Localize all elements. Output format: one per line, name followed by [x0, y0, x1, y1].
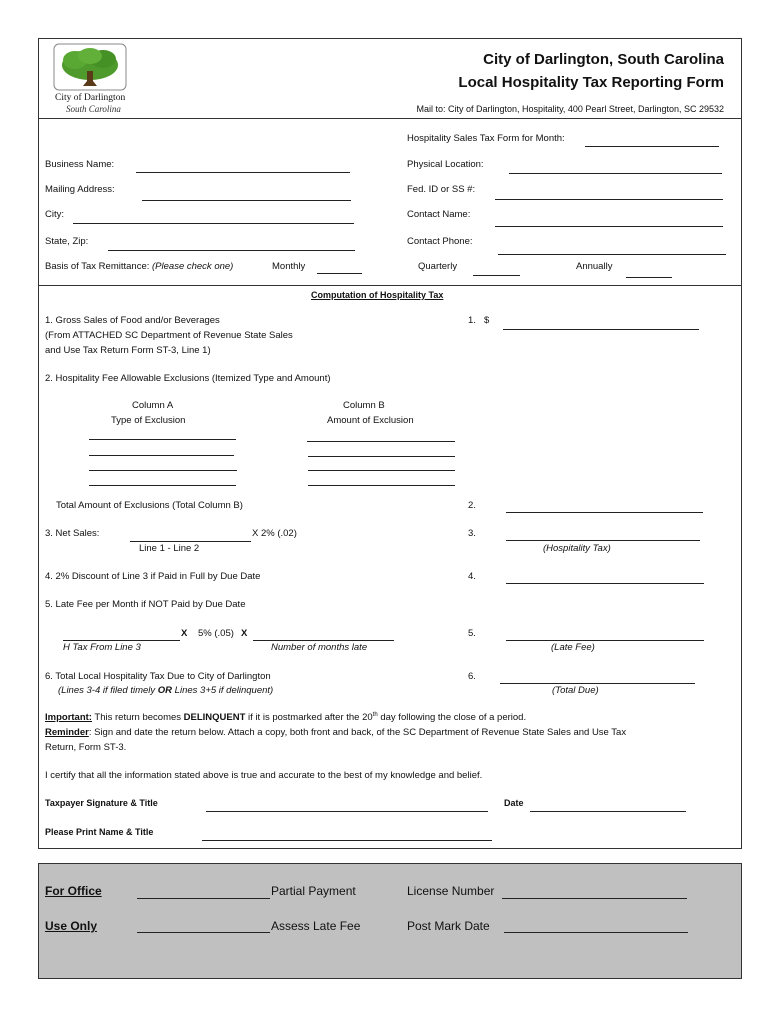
form-title-city: City of Darlington, South Carolina — [483, 51, 724, 68]
line1-number: 1. — [468, 315, 476, 326]
h-tax-field[interactable] — [63, 640, 180, 641]
business-name-field[interactable] — [136, 172, 350, 173]
line3-result-label: (Hospitality Tax) — [543, 543, 611, 554]
exclusion-amount-field[interactable] — [307, 441, 455, 442]
column-b-title: Column B — [343, 400, 385, 411]
important-label: Important: — [45, 712, 92, 724]
line5-text: 5. Late Fee per Month if NOT Paid by Due Date — [45, 599, 246, 610]
column-b-subtitle: Amount of Exclusion — [327, 415, 414, 426]
signature-label: Taxpayer Signature & Title — [45, 798, 158, 808]
line2-number: 2. — [468, 500, 476, 511]
contact-phone-label: Contact Phone: — [407, 236, 473, 247]
line6-number: 6. — [468, 671, 476, 682]
reminder-text-a: : Sign and date the return below. Attach a copy, both front and back, of the SC Department of Revenue State Sales and Use Tax — [88, 727, 627, 738]
exclusion-amount-field[interactable] — [308, 485, 455, 486]
basis-label — [45, 261, 233, 272]
for-office-label: For Office — [45, 884, 102, 898]
line5-multiply-2: X — [241, 628, 248, 639]
mailing-address-field[interactable] — [142, 200, 351, 201]
column-a-title: Column A — [132, 400, 174, 411]
line5-result-label: (Late Fee) — [551, 642, 595, 653]
line5-multiply-1: X — [181, 628, 188, 639]
line6-sublabel-or: OR — [157, 685, 173, 696]
delinquent-word: DELINQUENT — [183, 712, 246, 724]
assess-late-fee-label: Assess Late Fee — [271, 919, 361, 933]
post-mark-date-field[interactable] — [504, 932, 688, 933]
line3-number: 3. — [468, 528, 476, 539]
line6-sublabel-a: (Lines 3-4 if filed timely — [58, 685, 158, 696]
post-mark-date-label: Post Mark Date — [407, 919, 490, 933]
important-text-b: if it is postmarked after the 20 — [245, 712, 373, 724]
partial-payment-label: Partial Payment — [271, 884, 356, 898]
exclusion-amount-field[interactable] — [308, 470, 455, 471]
reminder-note — [45, 727, 626, 738]
monthly-checkbox-line[interactable] — [317, 273, 362, 274]
important-text-c: day following the close of a period. — [377, 712, 527, 724]
monthly-label: Monthly — [272, 261, 306, 272]
months-late-field[interactable] — [253, 640, 394, 641]
line1-text-c: and Use Tax Return Form ST-3, Line 1) — [45, 345, 211, 356]
logo-state-name: South Carolina — [66, 104, 121, 114]
header-divider — [38, 118, 742, 119]
signature-field[interactable] — [206, 811, 488, 812]
line6-sublabel — [58, 685, 273, 696]
license-number-label: License Number — [407, 884, 495, 898]
date-field[interactable] — [530, 811, 686, 812]
reminder-text-b: Return, Form ST-3. — [45, 742, 127, 753]
line5-number: 5. — [468, 628, 476, 639]
exclusion-type-field[interactable] — [89, 455, 234, 456]
logo-city-name: City of Darlington — [55, 93, 126, 103]
quarterly-label: Quarterly — [418, 261, 458, 272]
line3-rate-text: X 2% (.02) — [252, 528, 297, 539]
fed-id-label: Fed. ID or SS #: — [407, 184, 476, 195]
assess-late-fee-field[interactable] — [137, 932, 270, 933]
line6-sublabel-b: Lines 3+5 if delinquent) — [172, 685, 274, 696]
line4-field[interactable] — [506, 583, 704, 584]
line4-number: 4. — [468, 571, 476, 582]
print-name-field[interactable] — [202, 840, 492, 841]
date-label: Date — [504, 798, 524, 808]
city-field[interactable] — [73, 223, 354, 224]
important-note — [45, 712, 526, 723]
line6-text: 6. Total Local Hospitality Tax Due to City of Darlington — [45, 671, 271, 682]
exclusion-type-field[interactable] — [89, 439, 236, 440]
quarterly-checkbox-line[interactable] — [473, 275, 520, 276]
line6-field[interactable] — [500, 683, 695, 684]
exclusion-amount-field[interactable] — [308, 456, 455, 457]
ordinal-suffix: th — [372, 712, 378, 718]
state-zip-label: State, Zip: — [45, 236, 89, 247]
line6-result-label: (Total Due) — [552, 685, 599, 696]
section-divider — [38, 285, 742, 286]
line4-text: 4. 2% Discount of Line 3 if Paid in Full by Due Date — [45, 571, 261, 582]
physical-location-field[interactable] — [509, 173, 722, 174]
exclusion-type-field[interactable] — [89, 485, 236, 486]
physical-location-label: Physical Location: — [407, 159, 484, 170]
basis-hint: (Please check one) — [152, 261, 234, 272]
certification-statement: I certify that all the information stated above is true and accurate to the best of my knowledge and belief. — [45, 770, 483, 781]
dollar-sign: $ — [484, 315, 490, 326]
use-only-label: Use Only — [45, 919, 98, 933]
line2-field[interactable] — [506, 512, 703, 513]
form-title: Local Hospitality Tax Reporting Form — [458, 74, 724, 91]
mail-to-address: Mail to: City of Darlington, Hospitality, 400 Pearl Street, Darlington, SC 29532 — [416, 104, 724, 114]
business-name-label: Business Name: — [45, 159, 115, 170]
line5-sublabel-2: Number of months late — [271, 642, 368, 653]
city-label: City: — [45, 209, 64, 220]
total-exclusions-label: Total Amount of Exclusions (Total Column B) — [56, 500, 243, 511]
reminder-label: Reminder — [45, 727, 89, 738]
form-month-field[interactable] — [585, 146, 719, 147]
basis-label-text: Basis of Tax Remittance: — [45, 261, 150, 272]
contact-phone-field[interactable] — [498, 254, 726, 255]
line3-sublabel: Line 1 - Line 2 — [139, 543, 200, 554]
exclusion-type-field[interactable] — [89, 470, 237, 471]
net-sales-field[interactable] — [130, 541, 251, 542]
line1-text-a: 1. Gross Sales of Food and/or Beverages — [45, 315, 220, 326]
license-number-field[interactable] — [502, 898, 687, 899]
line5-sublabel-1: H Tax From Line 3 — [63, 642, 141, 653]
line3-field[interactable] — [506, 540, 700, 541]
computation-heading: Computation of Hospitality Tax — [311, 290, 444, 300]
contact-name-field[interactable] — [495, 226, 723, 227]
line3-rate — [252, 528, 297, 539]
fed-id-field[interactable] — [495, 199, 723, 200]
mailing-address-label: Mailing Address: — [45, 184, 115, 195]
line1-text-b: (From ATTACHED SC Department of Revenue State Sales — [45, 330, 293, 341]
contact-name-label: Contact Name: — [407, 209, 471, 220]
city-logo — [53, 43, 127, 117]
column-a-subtitle: Type of Exclusion — [111, 415, 186, 426]
line1-field[interactable] — [503, 329, 699, 330]
important-text-a: This return becomes — [91, 712, 184, 724]
partial-payment-field[interactable] — [137, 898, 270, 899]
line3-label: 3. Net Sales: — [45, 528, 100, 539]
line5-rate: 5% (.05) — [198, 628, 234, 639]
form-month-label: Hospitality Sales Tax Form for Month: — [407, 133, 565, 144]
line2-text: 2. Hospitality Fee Allowable Exclusions (Itemized Type and Amount) — [45, 373, 331, 384]
state-zip-field[interactable] — [108, 250, 355, 251]
annually-label: Annually — [576, 261, 613, 272]
annually-checkbox-line[interactable] — [626, 277, 672, 278]
print-name-label: Please Print Name & Title — [45, 827, 154, 837]
office-use-panel — [38, 863, 742, 979]
line5-field[interactable] — [506, 640, 704, 641]
